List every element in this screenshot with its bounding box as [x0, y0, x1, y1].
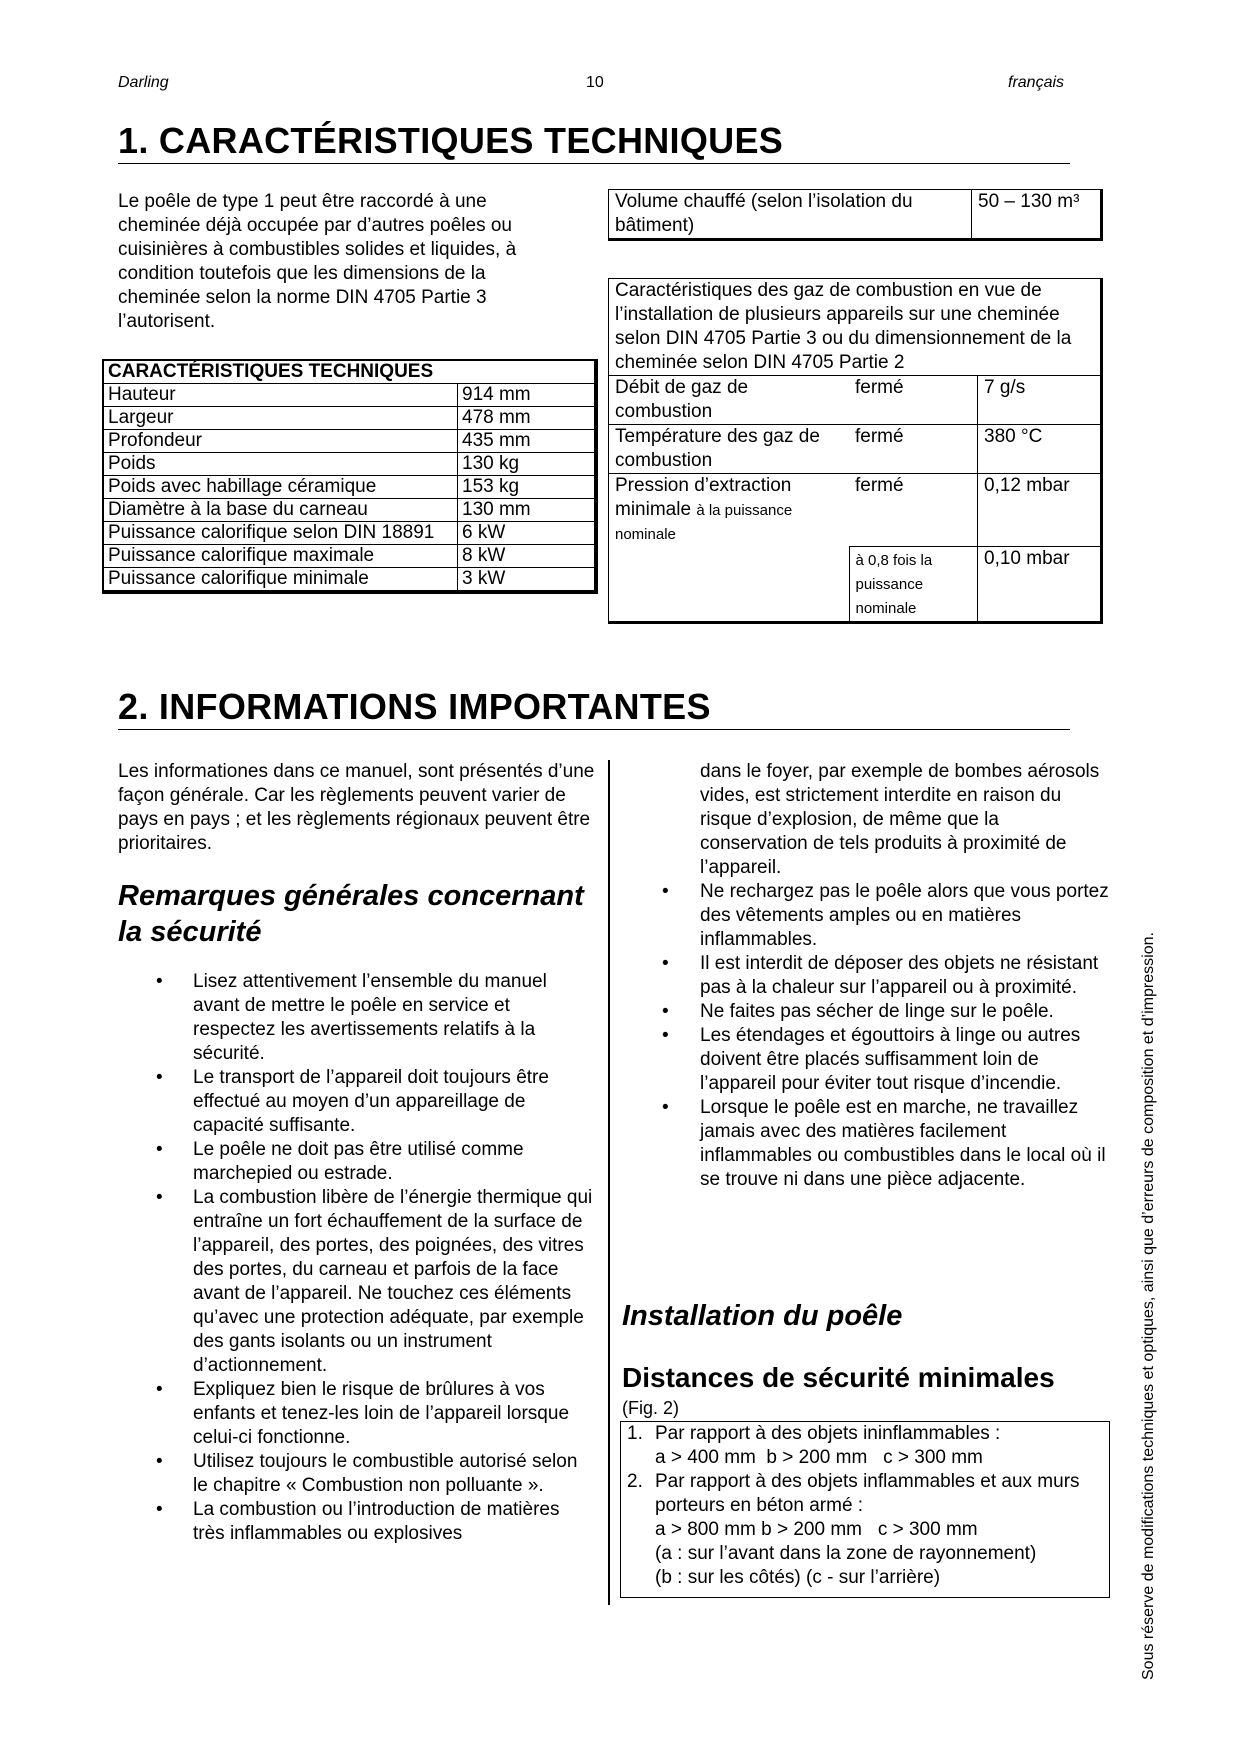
intro-line: cuisinières à combustibles solides et liquides, à — [118, 239, 517, 260]
spec-value: 3 kW — [458, 568, 595, 591]
distances-heading: Distances de sécurité minimales — [622, 1362, 1055, 1393]
gas-label-cell — [609, 474, 849, 547]
gas-label: Pression d’extraction minimale — [615, 475, 792, 520]
table-row — [104, 568, 595, 591]
spec-label: Diamètre à la base du carneau — [104, 499, 458, 522]
volume-label: Volume chauffé (selon l’isolation du bâtiment) — [609, 190, 972, 238]
gas-label — [609, 546, 849, 621]
gas-state: à 0,8 fois la puissance nominale — [849, 546, 978, 621]
spec-table-box — [102, 359, 598, 594]
table-row — [104, 453, 595, 476]
spec-value: 130 kg — [458, 453, 595, 476]
list-item — [621, 1470, 1109, 1590]
spec-label: Largeur — [104, 407, 458, 430]
table-row — [104, 430, 595, 453]
volume-value: 50 – 130 m³ — [978, 191, 1080, 212]
intro-line: Le poêle de type 1 peut être raccordé à une — [118, 191, 487, 212]
spec-value: 914 mm — [458, 384, 595, 407]
gas-table — [609, 279, 1100, 621]
list-item: • Utilisez toujours le combustible autorisé selon le chapitre « Combustion non polluante ». — [118, 1450, 596, 1498]
table-row — [104, 476, 595, 499]
gas-value: 0,12 mbar — [978, 474, 1101, 547]
spec-label: Puissance calorifique maximale — [104, 545, 458, 568]
list-item: • La combustion ou l’introduction de matières très inflammables ou explosives — [118, 1498, 596, 1546]
distance-values: a > 400 mm b > 200 mm c > 300 mm — [655, 1447, 983, 1468]
list-item: • La combustion libère de l’énergie thermique qui entraîne un fort échauffement de la surface de l’appareil, des portes, des poignées, des vitres des portes, du carneau et parfois de la face avant de l’appareil. Ne touchez ces éléments qu’avec une protection adéquate, par exemple des gants isolants ou un instrument d’actionnement. — [118, 1186, 596, 1378]
spec-value: 130 mm — [458, 499, 595, 522]
table-row — [609, 546, 1100, 621]
spec-value: 8 kW — [458, 545, 595, 568]
list-item: • Lisez attentivement l’ensemble du manuel avant de mettre le poêle en service et respectez les avertissements relatifs à la sécurité. — [118, 970, 596, 1066]
gas-state: fermé — [849, 474, 978, 547]
section1-intro — [118, 190, 588, 334]
volume-table — [609, 190, 1100, 238]
distances-list — [621, 1422, 1109, 1590]
table-row — [104, 384, 595, 407]
left-bullet-list — [118, 970, 596, 1546]
distance-note: (b : sur les côtés) (c - sur l’arrière) — [655, 1567, 941, 1588]
list-item: • Ne faites pas sécher de linge sur le poêle. — [618, 1000, 1110, 1024]
table-row — [609, 425, 1100, 474]
spec-label: Puissance calorifique selon DIN 18891 — [104, 522, 458, 545]
gas-state: fermé — [849, 425, 978, 474]
header-right: français — [1008, 74, 1065, 91]
gas-table-box — [608, 278, 1103, 624]
spec-value: 6 kW — [458, 522, 595, 545]
spec-label: Profondeur — [104, 430, 458, 453]
right-bullet-list — [618, 880, 1110, 1192]
header-left: Darling — [118, 74, 169, 91]
gas-table-heading: Caractéristiques des gaz de combustion en vue de l’installation de plusieurs appareils sur une cheminée selon DIN 4705 Partie 3 ou du dimensionnement de la cheminée selon DIN 4705 Partie 2 — [609, 279, 1100, 376]
gas-value: 380 °C — [978, 425, 1101, 474]
gas-value: 7 g/s — [978, 376, 1101, 425]
right-continuation: dans le foyer, par exemple de bombes aérosols vides, est strictement interdite en raison du risque d’explosion, de même que la conservation de tels produits à proximité de l’appareil. — [700, 761, 1100, 878]
gas-label-small: à la puissance nominale — [615, 502, 793, 543]
list-item: • Lorsque le poêle est en marche, ne travaillez jamais avec des matières facilement inflammables ou combustibles dans le local où il se trouve ni dans une pièce adjacente. — [618, 1096, 1110, 1192]
table-row — [104, 499, 595, 522]
installation-heading: Installation du poêle — [622, 1300, 903, 1332]
list-item: • Ne rechargez pas le poêle alors que vous portez des vêtements amples ou en matières inflammables. — [618, 880, 1110, 952]
table-row — [609, 376, 1100, 425]
distance-note: (a : sur l’avant dans la zone de rayonnement) — [655, 1543, 1037, 1564]
gas-label: Température des gaz de combustion — [609, 425, 849, 474]
gas-state: fermé — [849, 376, 978, 425]
item-number: 2. — [627, 1471, 643, 1492]
spec-value: 435 mm — [458, 430, 595, 453]
spec-table-heading: CARACTÉRISTIQUES TECHNIQUES — [104, 361, 595, 384]
page-number: 10 — [586, 74, 604, 91]
side-note: Sous réserve de modifications techniques et optiques, ainsi que d’erreurs de composition et d’impression. — [1140, 932, 1157, 1680]
table-row — [104, 522, 595, 545]
spec-label: Puissance calorifique minimale — [104, 568, 458, 591]
intro-line: cheminée déjà occupée par d’autres poêles ou — [118, 215, 512, 236]
gas-value: 0,10 mbar — [978, 546, 1101, 621]
list-item — [621, 1422, 1109, 1470]
volume-box — [608, 189, 1103, 241]
section2-title: 2. INFORMATIONS IMPORTANTES — [118, 686, 1070, 730]
spec-value: 153 kg — [458, 476, 595, 499]
item-number: 1. — [627, 1423, 643, 1444]
distance-values: a > 800 mm b > 200 mm c > 300 mm — [655, 1519, 978, 1540]
spec-label: Hauteur — [104, 384, 458, 407]
spec-value: 478 mm — [458, 407, 595, 430]
safety-heading: Remarques générales concernant la sécurité — [118, 880, 584, 948]
column-divider — [608, 760, 610, 1605]
list-item: • Les étendages et égouttoirs à linge ou autres doivent être placés suffisamment loin de l’appareil pour éviter tout risque d’incendie. — [618, 1024, 1110, 1096]
gas-label: Débit de gaz de combustion — [609, 376, 849, 425]
list-item: • Expliquez bien le risque de brûlures à vos enfants et tenez-les loin de l’appareil lorsque celui-ci fonctionne. — [118, 1378, 596, 1450]
table-row — [104, 407, 595, 430]
distances-box — [620, 1421, 1110, 1598]
spec-table — [103, 360, 595, 591]
fig-ref: (Fig. 2) — [622, 1398, 680, 1418]
table-row — [104, 545, 595, 568]
spec-label: Poids avec habillage céramique — [104, 476, 458, 499]
list-item: • Il est interdit de déposer des objets ne résistant pas à la chaleur sur l’appareil ou à proximité. — [618, 952, 1110, 1000]
spec-label: Poids — [104, 453, 458, 476]
intro-line: cheminée selon la norme DIN 4705 Partie 3 — [118, 287, 487, 308]
intro-line: l’autorisent. — [118, 311, 216, 332]
section2-intro: Les informationes dans ce manuel, sont présentés d’une façon générale. Car les règlements peuvent varier de pays en pays ; et les règlements régionaux peuvent être prioritaires. — [118, 761, 595, 854]
section1-title: 1. CARACTÉRISTIQUES TECHNIQUES — [118, 120, 1070, 164]
table-row — [609, 474, 1100, 547]
intro-line: condition toutefois que les dimensions de la — [118, 263, 486, 284]
distance-text: Par rapport à des objets ininflammables : — [655, 1423, 1001, 1444]
list-item: • Le poêle ne doit pas être utilisé comme marchepied ou estrade. — [118, 1138, 596, 1186]
list-item: • Le transport de l’appareil doit toujours être effectué au moyen d’un appareillage de capacité suffisante. — [118, 1066, 596, 1138]
distance-text: Par rapport à des objets inflammables et aux murs porteurs en béton armé : — [655, 1471, 1080, 1516]
